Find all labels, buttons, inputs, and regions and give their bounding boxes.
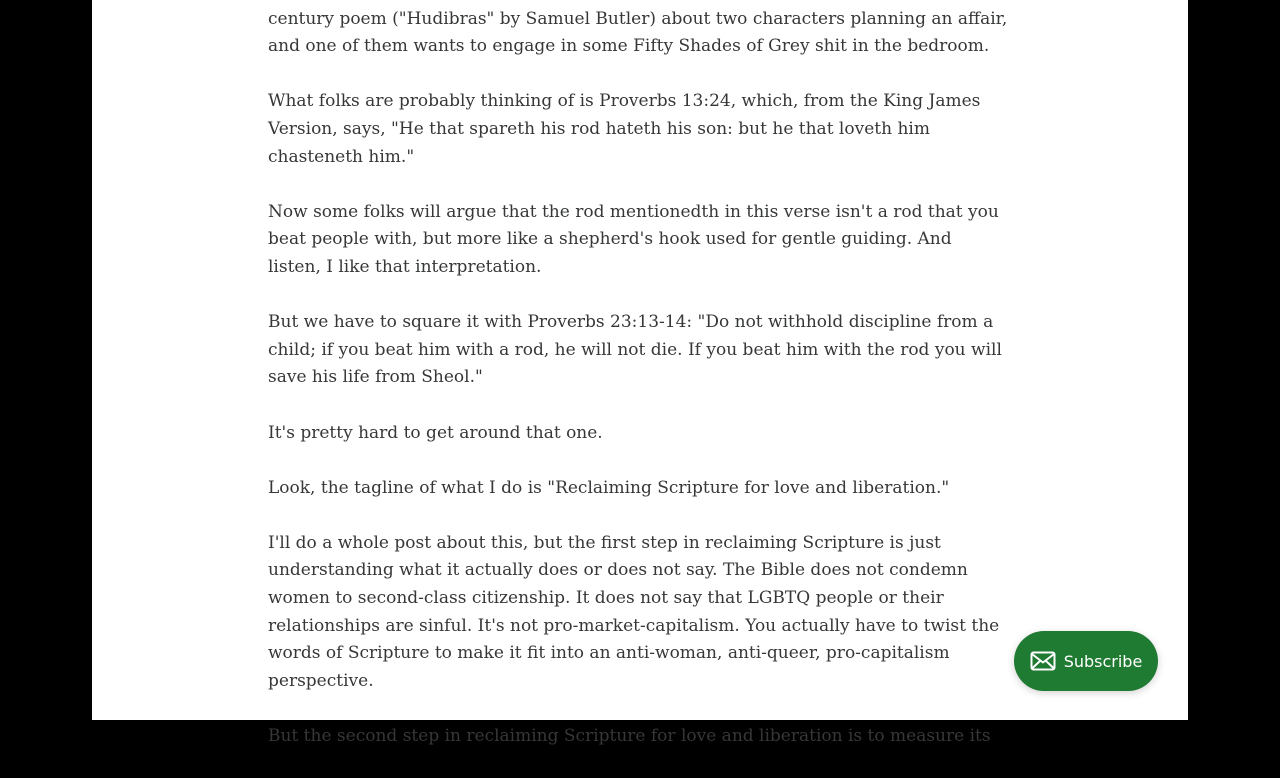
subscribe-label: Subscribe (1063, 651, 1143, 671)
article-body (268, 0, 1008, 778)
article-page (92, 0, 1188, 747)
article-paragraph: century poem ("Hudibras" by Samuel Butler) about two characters planning an affair, and one of them wants to engage in some Fifty Shades of Grey shit in the bedroom. (268, 8, 1008, 57)
article-paragraph: It's pretty hard to get around that one. (268, 422, 603, 443)
article-paragraph: But the second step in reclaiming Scripture for love and liberation is to measure its (268, 726, 991, 747)
article-paragraph: Now some folks will argue that the rod mentionedth in this verse isn't a rod that you beat people with, but more like a shepherd's hook used for gentle guiding. And listen, I like that interpretation. (268, 201, 999, 277)
subscribe-button[interactable] (1014, 631, 1158, 691)
article-paragraph: What folks are probably thinking of is Proverbs 13:24, which, from the King James Version, says, "He that spareth his rod hateth his son: but he that loveth him chasteneth him." (268, 91, 981, 167)
article-paragraph: But we have to square it with Proverbs 23:13-14: "Do not withhold discipline from a child; if you beat him with a rod, he will not die. If you beat him with the rod you will save his life from Sheol." (268, 312, 1002, 388)
mail-icon (1030, 651, 1056, 671)
article-paragraph: Look, the tagline of what I do is "Reclaiming Scripture for love and liberation." (268, 477, 950, 498)
article-paragraph: I'll do a whole post about this, but the first step in reclaiming Scripture is just understanding what it actually does or does not say. The Bible does not condemn women to second-class citizenship. It does not say that LGBTQ people or their relationships are sinful. It's not pro-market-capitalism. You actually have to twist the words of Scripture to make it fit into an anti-woman, anti-queer, pro-capitalism perspective. (268, 532, 1000, 691)
